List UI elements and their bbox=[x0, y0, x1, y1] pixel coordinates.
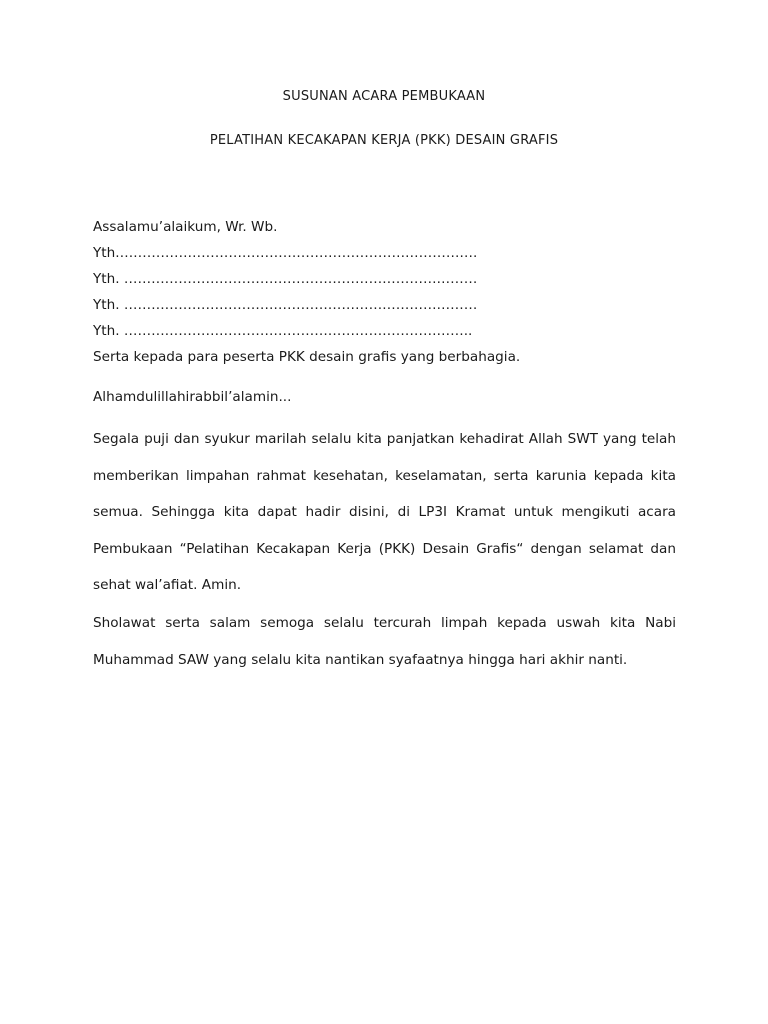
addressee-line: Yth. …………………………………………………………………… bbox=[93, 271, 478, 287]
alhamdulillah-line: Alhamdulillahirabbil’alamin... bbox=[93, 389, 292, 405]
greeting-block bbox=[93, 214, 676, 370]
document-subtitle: PELATIHAN KECAKAPAN KERJA (PKK) DESAIN GRAFIS bbox=[209, 133, 559, 148]
participants-line: Serta kepada para peserta PKK desain grafis yang berbahagia. bbox=[93, 349, 521, 365]
greeting-line: Assalamu’alaikum, Wr. Wb. bbox=[93, 219, 278, 235]
addressee-line: Yth. …………………………………………………………………… bbox=[93, 297, 478, 313]
sholawat-paragraph: Sholawat serta salam semoga selalu tercurah limpah kepada uswah kita Nabi Muhammad SAW yang selalu kita nantikan syafaatnya hingga hari akhir nanti. bbox=[93, 615, 676, 668]
addressee-line: Yth.……………………………………………………………………. bbox=[93, 245, 478, 261]
opening-paragraph: Segala puji dan syukur marilah selalu kita panjatkan kehadirat Allah SWT yang telah memberikan limpahan rahmat kesehatan, keselamatan, serta karunia kepada kita semua. Sehingga kita dapat hadir disini, di LP3I Kramat untuk mengikuti acara Pembukaan “Pelatihan Kecakapan Kerja (PKK) Desain Grafis“ dengan selamat dan sehat wal’afiat. Amin. bbox=[93, 431, 676, 594]
document-title: SUSUNAN ACARA PEMBUKAAN bbox=[282, 89, 486, 104]
addressee-line: Yth. ………………………………………………………………….. bbox=[93, 323, 473, 339]
